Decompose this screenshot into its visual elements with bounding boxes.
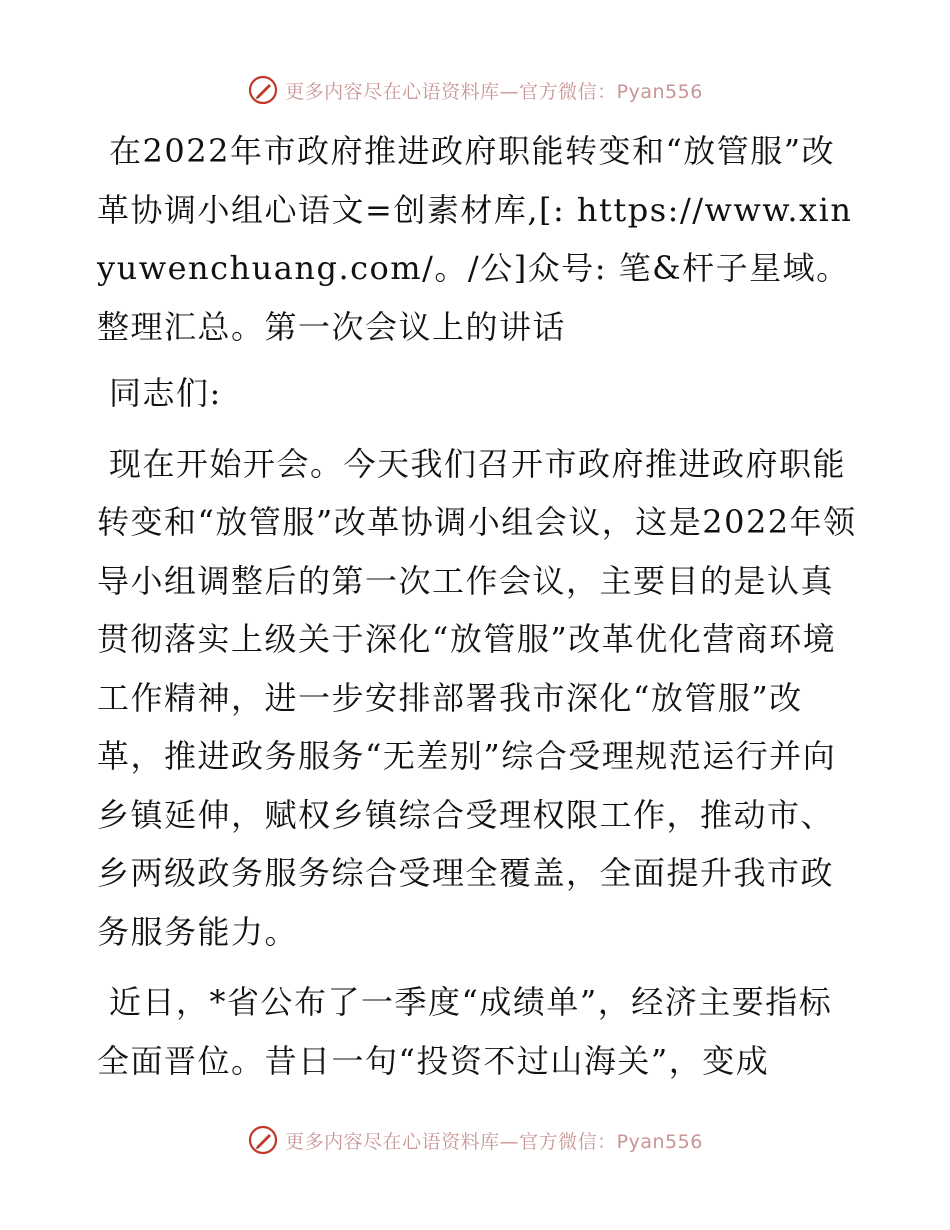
pen-circle-icon — [247, 74, 279, 106]
header-watermark — [0, 70, 950, 110]
paragraph-2: 近日，*省公布了一季度“成绩单”，经济主要指标全面晋位。昔日一句“投资不过山海关”，变成 — [97, 983, 833, 1080]
greeting: 同志们: — [109, 374, 222, 412]
watermark-text: 更多内容尽在心语资料库—官方微信：Pyan556 — [285, 1130, 703, 1153]
document-title: 在2022年市政府推进政府职能转变和“放管服”改革协调小组心语文=创素材库,[: https://www.xinyuwenchuang.com/。/公]众号: 笔&杆子星域。整理汇总。第一次会议上的讲话 — [97, 132, 853, 346]
document-body — [97, 122, 857, 1090]
paragraph-1: 现在开始开会。今天我们召开市政府推进政府职能转变和“放管服”改革协调小组会议，这是2022年领导小组调整后的第一次工作会议，主要目的是认真贯彻落实上级关于深化“放管服”改革优化营商环境工作精神，进一步安排部署我市深化“放管服”改革，推进政务服务“无差别”综合受理规范运行并向乡镇延伸，赋权乡镇综合受理权限工作，推动市、乡两级政务服务综合受理全覆盖，全面提升我市政务服务能力。 — [97, 444, 857, 951]
watermark-text: 更多内容尽在心语资料库—官方微信：Pyan556 — [285, 80, 703, 103]
footer-watermark — [0, 1120, 950, 1160]
pen-circle-icon — [247, 1124, 279, 1156]
